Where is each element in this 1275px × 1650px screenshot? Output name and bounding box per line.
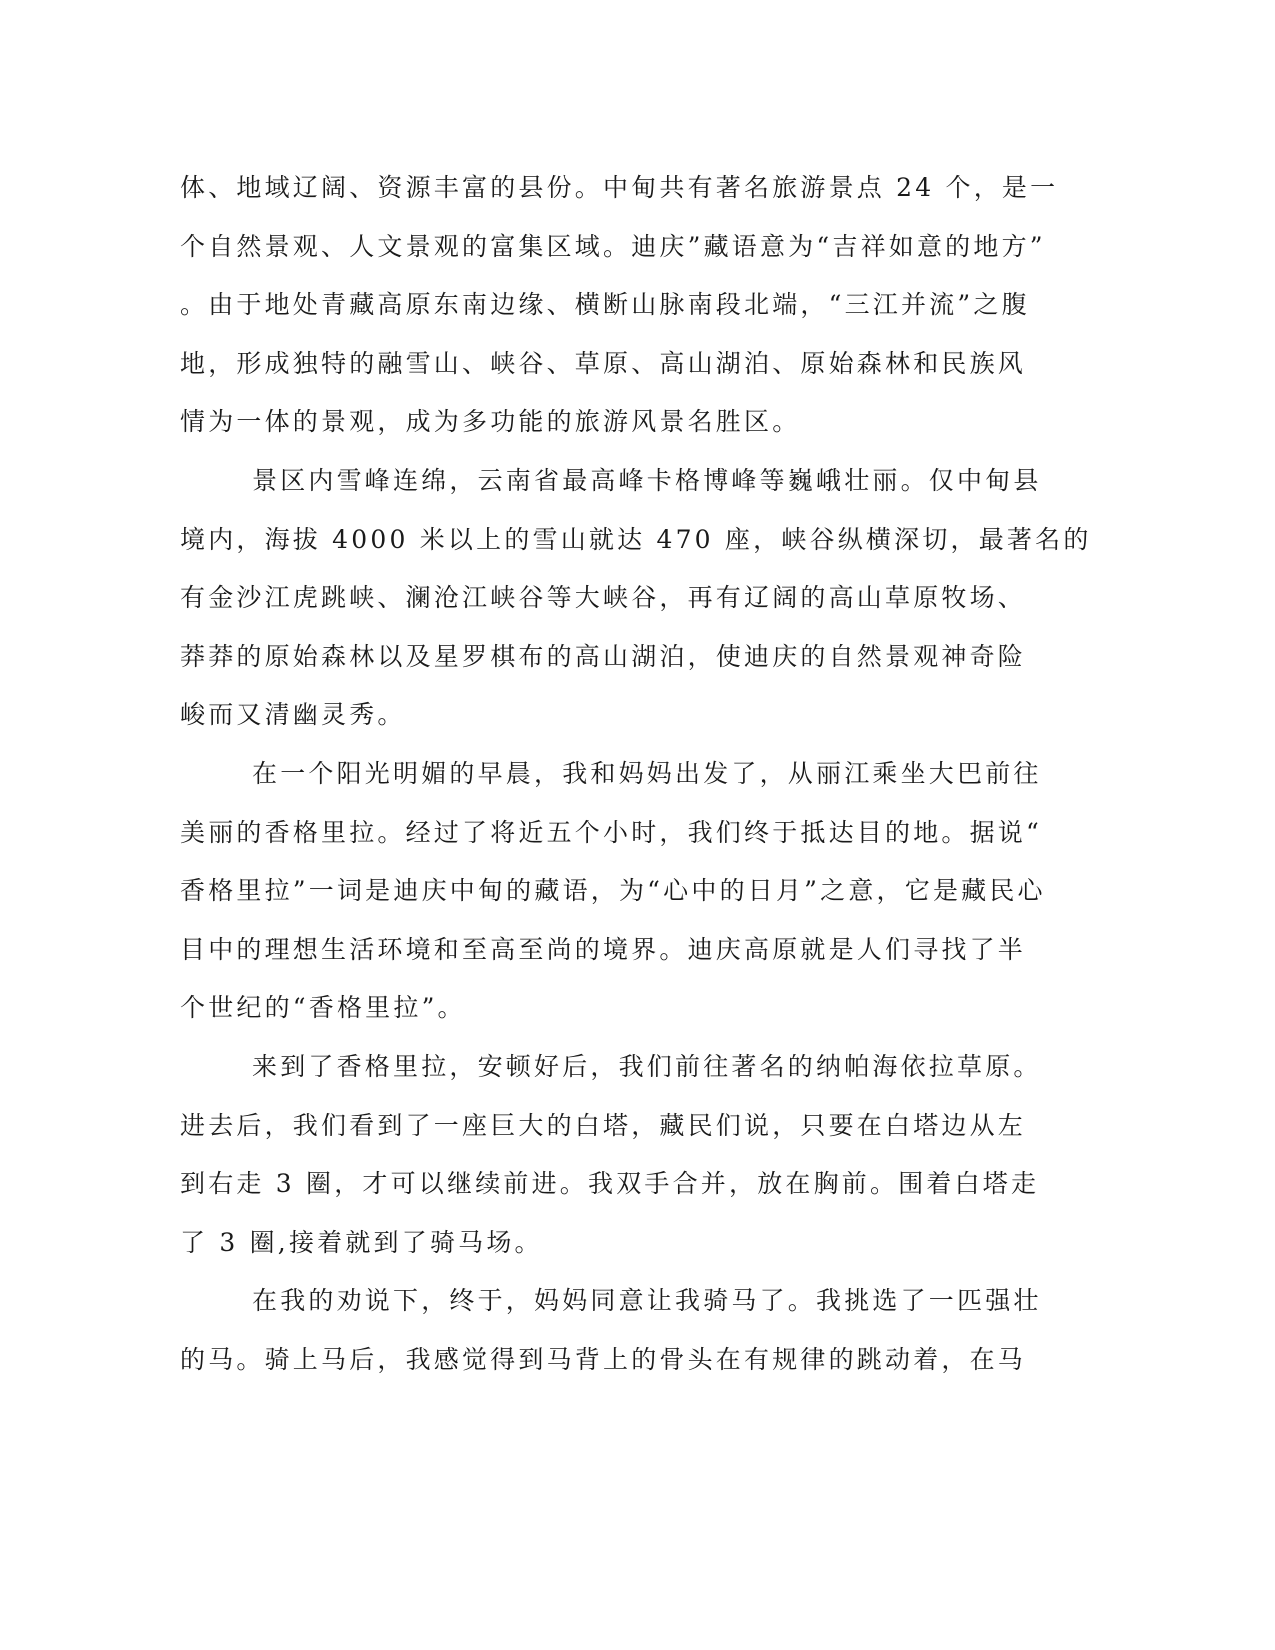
text-line: 有金沙江虎跳峡、澜沧江峡谷等大峡谷，再有辽阔的高山草原牧场、 (180, 583, 1027, 613)
text-line: 体、地域辽阔、资源丰富的县份。中甸共有著名旅游景点 24 个，是一 (180, 173, 1059, 202)
text-line: 个世纪的“香格里拉”。 (180, 993, 466, 1023)
text-line: 情为一体的景观，成为多功能的旅游风景名胜区。 (180, 407, 801, 437)
text-line: 莽莽的原始森林以及星罗棋布的高山湖泊，使迪庆的自然景观神奇险 (180, 641, 1027, 671)
body-text (180, 159, 1092, 1389)
text-line: 的马。骑上马后，我感觉得到马背上的骨头在有规律的跳动着，在马 (180, 1344, 1027, 1374)
text-line: 香格里拉”一词是迪庆中甸的藏语，为“心中的日月”之意，它是藏民心 (180, 876, 1046, 906)
text-line: 了 3 圈,接着就到了骑马场。 (180, 1227, 543, 1257)
text-line: 地，形成独特的融雪山、峡谷、草原、高山湖泊、原始森林和民族风 (180, 348, 1027, 378)
paragraph-first-line: 在一个阳光明媚的早晨，我和妈妈出发了，从丽江乘坐大巴前往 (252, 758, 1042, 788)
paragraph-first-line: 在我的劝说下，终于，妈妈同意让我骑马了。我挑选了一匹强壮 (252, 1286, 1042, 1316)
text-line: 美丽的香格里拉。经过了将近五个小时，我们终于抵达目的地。据说“ (180, 817, 1042, 847)
paragraph-first-line: 景区内雪峰连绵，云南省最高峰卡格博峰等巍峨壮丽。仅中甸县 (252, 465, 1042, 495)
text-line: 目中的理想生活环境和至高至尚的境界。迪庆高原就是人们寻找了半 (180, 934, 1027, 964)
text-line: 峻而又清幽灵秀。 (180, 700, 406, 730)
text-line: 到右走 3 圈，才可以继续前进。我双手合并，放在胸前。围着白塔走 (180, 1169, 1040, 1199)
text-line: 进去后，我们看到了一座巨大的白塔，藏民们说，只要在白塔边从左 (180, 1110, 1027, 1140)
text-line: 境内，海拔 4000 米以上的雪山就达 470 座，峡谷纵横深切，最著名的 (180, 524, 1092, 554)
text-line: 个自然景观、人文景观的富集区域。迪庆”藏语意为“吉祥如意的地方” (180, 231, 1046, 261)
text-line: 。由于地处青藏高原东南边缘、横断山脉南段北端，“三江并流”之腹 (180, 290, 1030, 320)
paragraph-first-line: 来到了香格里拉，安顿好后，我们前往著名的纳帕海依拉草原。 (252, 1051, 1042, 1081)
